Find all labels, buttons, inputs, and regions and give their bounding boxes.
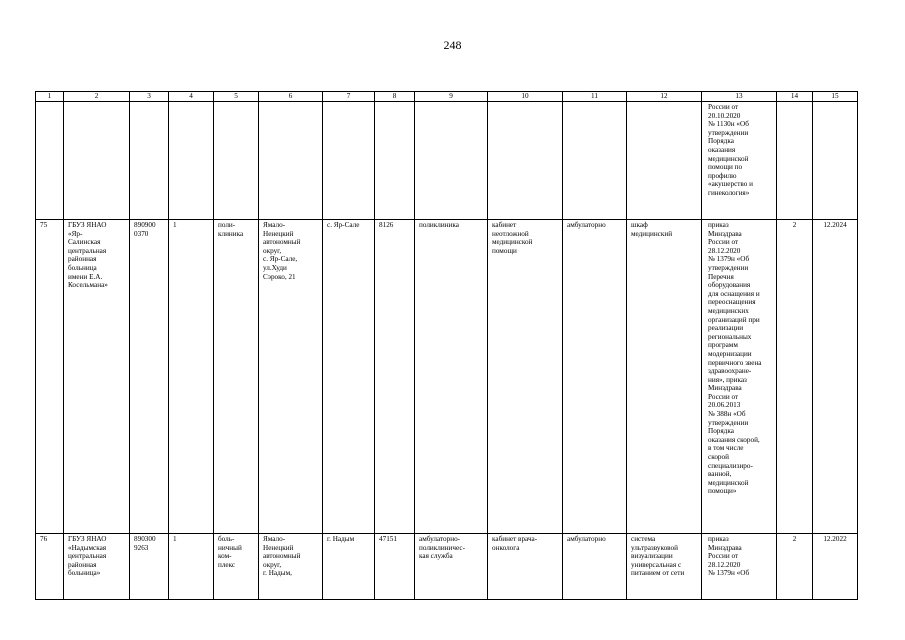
- office-cell: кабинет врача- онколога: [488, 534, 563, 600]
- service-cell: поликлиника: [415, 220, 488, 534]
- organization-cell: ГБУЗ ЯНАО «Яр- Салинская центральная районная больница имени Е.А. Косельмана»: [64, 220, 130, 534]
- address-cell: Ямало- Ненецкий автономный округ, г. Надым,: [259, 534, 323, 600]
- col-number: 5: [214, 92, 259, 102]
- col-number: 2: [64, 92, 130, 102]
- date-cell: 12.2022: [813, 534, 858, 600]
- page-number: 248: [443, 38, 462, 52]
- code-cell: 890300 9263: [130, 534, 169, 600]
- care-condition-cell: амбулаторно: [563, 220, 627, 534]
- continuation-row: [36, 102, 858, 220]
- col-number: 3: [130, 92, 169, 102]
- col-number: 11: [563, 92, 627, 102]
- legal-basis-cell: приказ Минздрава России от 28.12.2020 № 1379н «Об утверждении Перечня оборудования для оснащения и переоснащения медицинских организаций при реализации региональных программ модернизации первичного звена здравоохране- ния», приказ Минздрава России от 20.06.2013 № 388н «Об утверждении Порядка оказания скорой, в том числе скорой специализиро- ванной, медицинской помощи»: [702, 220, 777, 534]
- col-number: 15: [813, 92, 858, 102]
- organization-cell: ГБУЗ ЯНАО «Надымская центральная районная больница»: [64, 534, 130, 600]
- quantity-cell: 2: [777, 534, 813, 600]
- col-number: 14: [777, 92, 813, 102]
- row-index-cell: 76: [36, 534, 64, 600]
- service-cell: амбулаторно- поликлиничес- кая служба: [415, 534, 488, 600]
- count-cell: 1: [169, 220, 214, 534]
- col-number: 10: [488, 92, 563, 102]
- settlement-cell: с. Яр-Сале: [323, 220, 375, 534]
- legal-basis-cell: России от 20.10.2020 № 1130н «Об утверждении Порядка оказания медицинской помощи по профилю «акушерство и гинекология»: [702, 102, 777, 220]
- column-number-row: [36, 92, 858, 102]
- col-number: 12: [627, 92, 702, 102]
- col-number: 6: [259, 92, 323, 102]
- col-number: 4: [169, 92, 214, 102]
- col-number: 9: [415, 92, 488, 102]
- equipment-table: [35, 91, 858, 600]
- equipment-cell: шкаф медицинский: [627, 220, 702, 534]
- population-cell: 47151: [375, 534, 415, 600]
- row-index-cell: 75: [36, 220, 64, 534]
- office-cell: кабинет неотложной медицинской помощи: [488, 220, 563, 534]
- legal-basis-cell: приказ Минздрава России от 28.12.2020 № 1379н «Об: [702, 534, 777, 600]
- table-row: [36, 534, 858, 600]
- quantity-cell: 2: [777, 220, 813, 534]
- count-cell: 1: [169, 534, 214, 600]
- code-cell: 890900 0370: [130, 220, 169, 534]
- population-cell: 8126: [375, 220, 415, 534]
- table-row: [36, 220, 858, 534]
- subdivision-type-cell: боль- ничный ком- плекс: [214, 534, 259, 600]
- care-condition-cell: амбулаторно: [563, 534, 627, 600]
- equipment-cell: система ультразвуковой визуализации универсальная с питанием от сети: [627, 534, 702, 600]
- col-number: 13: [702, 92, 777, 102]
- col-number: 7: [323, 92, 375, 102]
- col-number: 1: [36, 92, 64, 102]
- subdivision-type-cell: поли- клиника: [214, 220, 259, 534]
- settlement-cell: г. Надым: [323, 534, 375, 600]
- col-number: 8: [375, 92, 415, 102]
- address-cell: Ямало- Ненецкий автономный округ, с. Яр-Сале, ул.Худи Сэроко, 21: [259, 220, 323, 534]
- date-cell: 12.2024: [813, 220, 858, 534]
